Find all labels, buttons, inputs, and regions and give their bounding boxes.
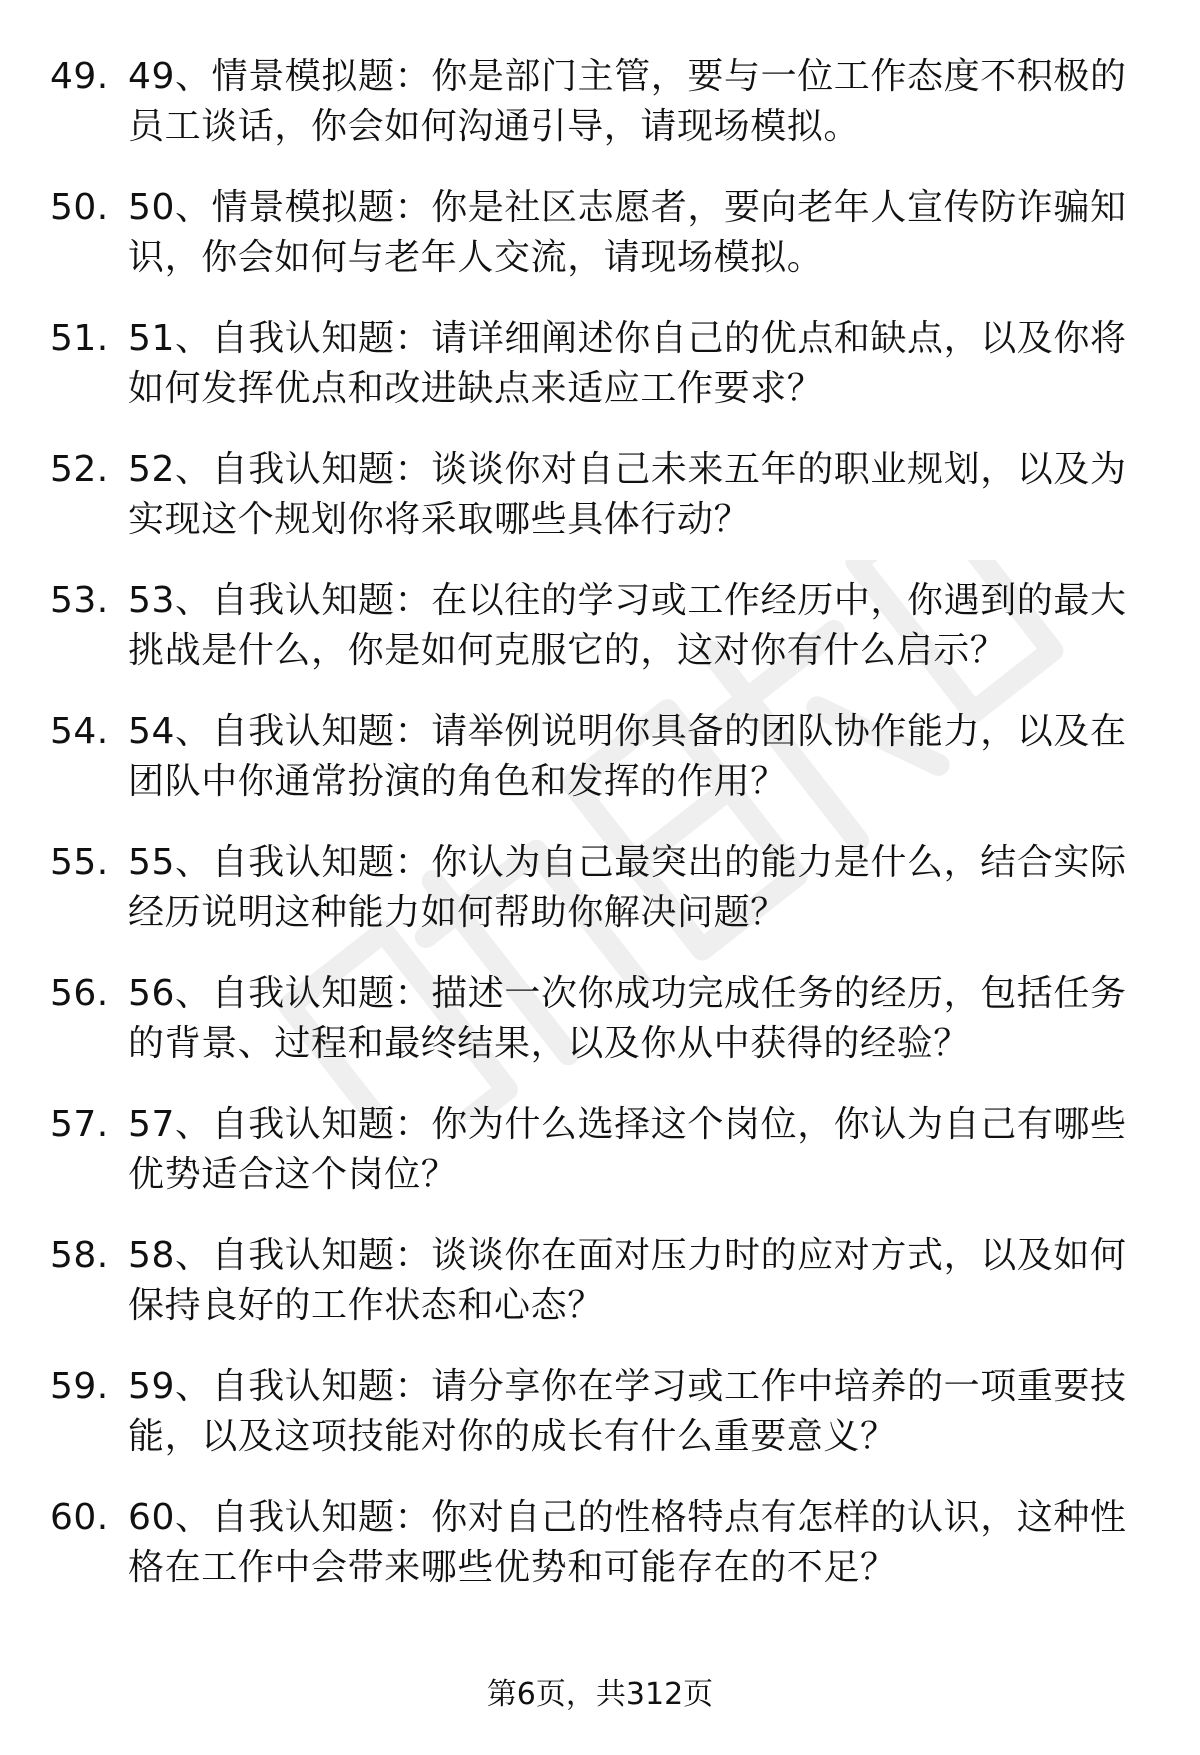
item-number: 55. [50,842,109,883]
list-item [50,1100,1150,1200]
question-text: 51、自我认知题：请详细阐述你自己的优点和缺点，以及你将如何发挥优点和改进缺点来适应工作要求？ [128,318,1127,409]
question-text: 60、自我认知题：你对自己的性格特点有怎样的认识，这种性格在工作中会带来哪些优势和可能存在的不足？ [128,1497,1127,1588]
item-number: 60. [50,1497,109,1538]
question-text: 55、自我认知题：你认为自己最突出的能力是什么，结合实际经历说明这种能力如何帮助你解决问题？ [128,842,1127,933]
item-number: 50. [50,187,109,228]
question-text: 56、自我认知题：描述一次你成功完成任务的经历，包括任务的背景、过程和最终结果，以及你从中获得的经验？ [128,973,1127,1064]
question-text: 52、自我认知题：谈谈你对自己未来五年的职业规划，以及为实现这个规划你将采取哪些具体行动？ [128,449,1127,540]
item-number: 58. [50,1235,109,1276]
list-item [50,838,1150,938]
list-item [50,1493,1150,1593]
question-text: 57、自我认知题：你为什么选择这个岗位，你认为自己有哪些优势适合这个岗位？ [128,1104,1127,1195]
list-item [50,1362,1150,1462]
item-number: 51. [50,318,109,359]
list-item [50,183,1150,283]
question-text: 54、自我认知题：请举例说明你具备的团队协作能力，以及在团队中你通常扮演的角色和发挥的作用？ [128,711,1127,802]
item-number: 53. [50,580,109,621]
list-item [50,707,1150,807]
question-list [50,52,1150,1624]
list-item [50,1231,1150,1331]
list-item [50,576,1150,676]
item-number: 54. [50,711,109,752]
list-item [50,445,1150,545]
page-footer: 第6页，共312页 [486,1677,714,1712]
question-text: 58、自我认知题：谈谈你在面对压力时的应对方式，以及如何保持良好的工作状态和心态？ [128,1235,1127,1326]
list-item [50,52,1150,152]
item-number: 57. [50,1104,109,1145]
item-number: 59. [50,1366,109,1407]
question-text: 53、自我认知题：在以往的学习或工作经历中，你遇到的最大挑战是什么，你是如何克服它的，这对你有什么启示？ [128,580,1127,671]
question-text: 49、情景模拟题：你是部门主管，要与一位工作态度不积极的员工谈话，你会如何沟通引导，请现场模拟。 [128,56,1127,147]
list-item [50,314,1150,414]
question-text: 59、自我认知题：请分享你在学习或工作中培养的一项重要技能，以及这项技能对你的成长有什么重要意义？ [128,1366,1127,1457]
question-text: 50、情景模拟题：你是社区志愿者，要向老年人宣传防诈骗知识，你会如何与老年人交流，请现场模拟。 [128,187,1127,278]
item-number: 56. [50,973,109,1014]
list-item [50,969,1150,1069]
item-number: 52. [50,449,109,490]
item-number: 49. [50,56,109,97]
